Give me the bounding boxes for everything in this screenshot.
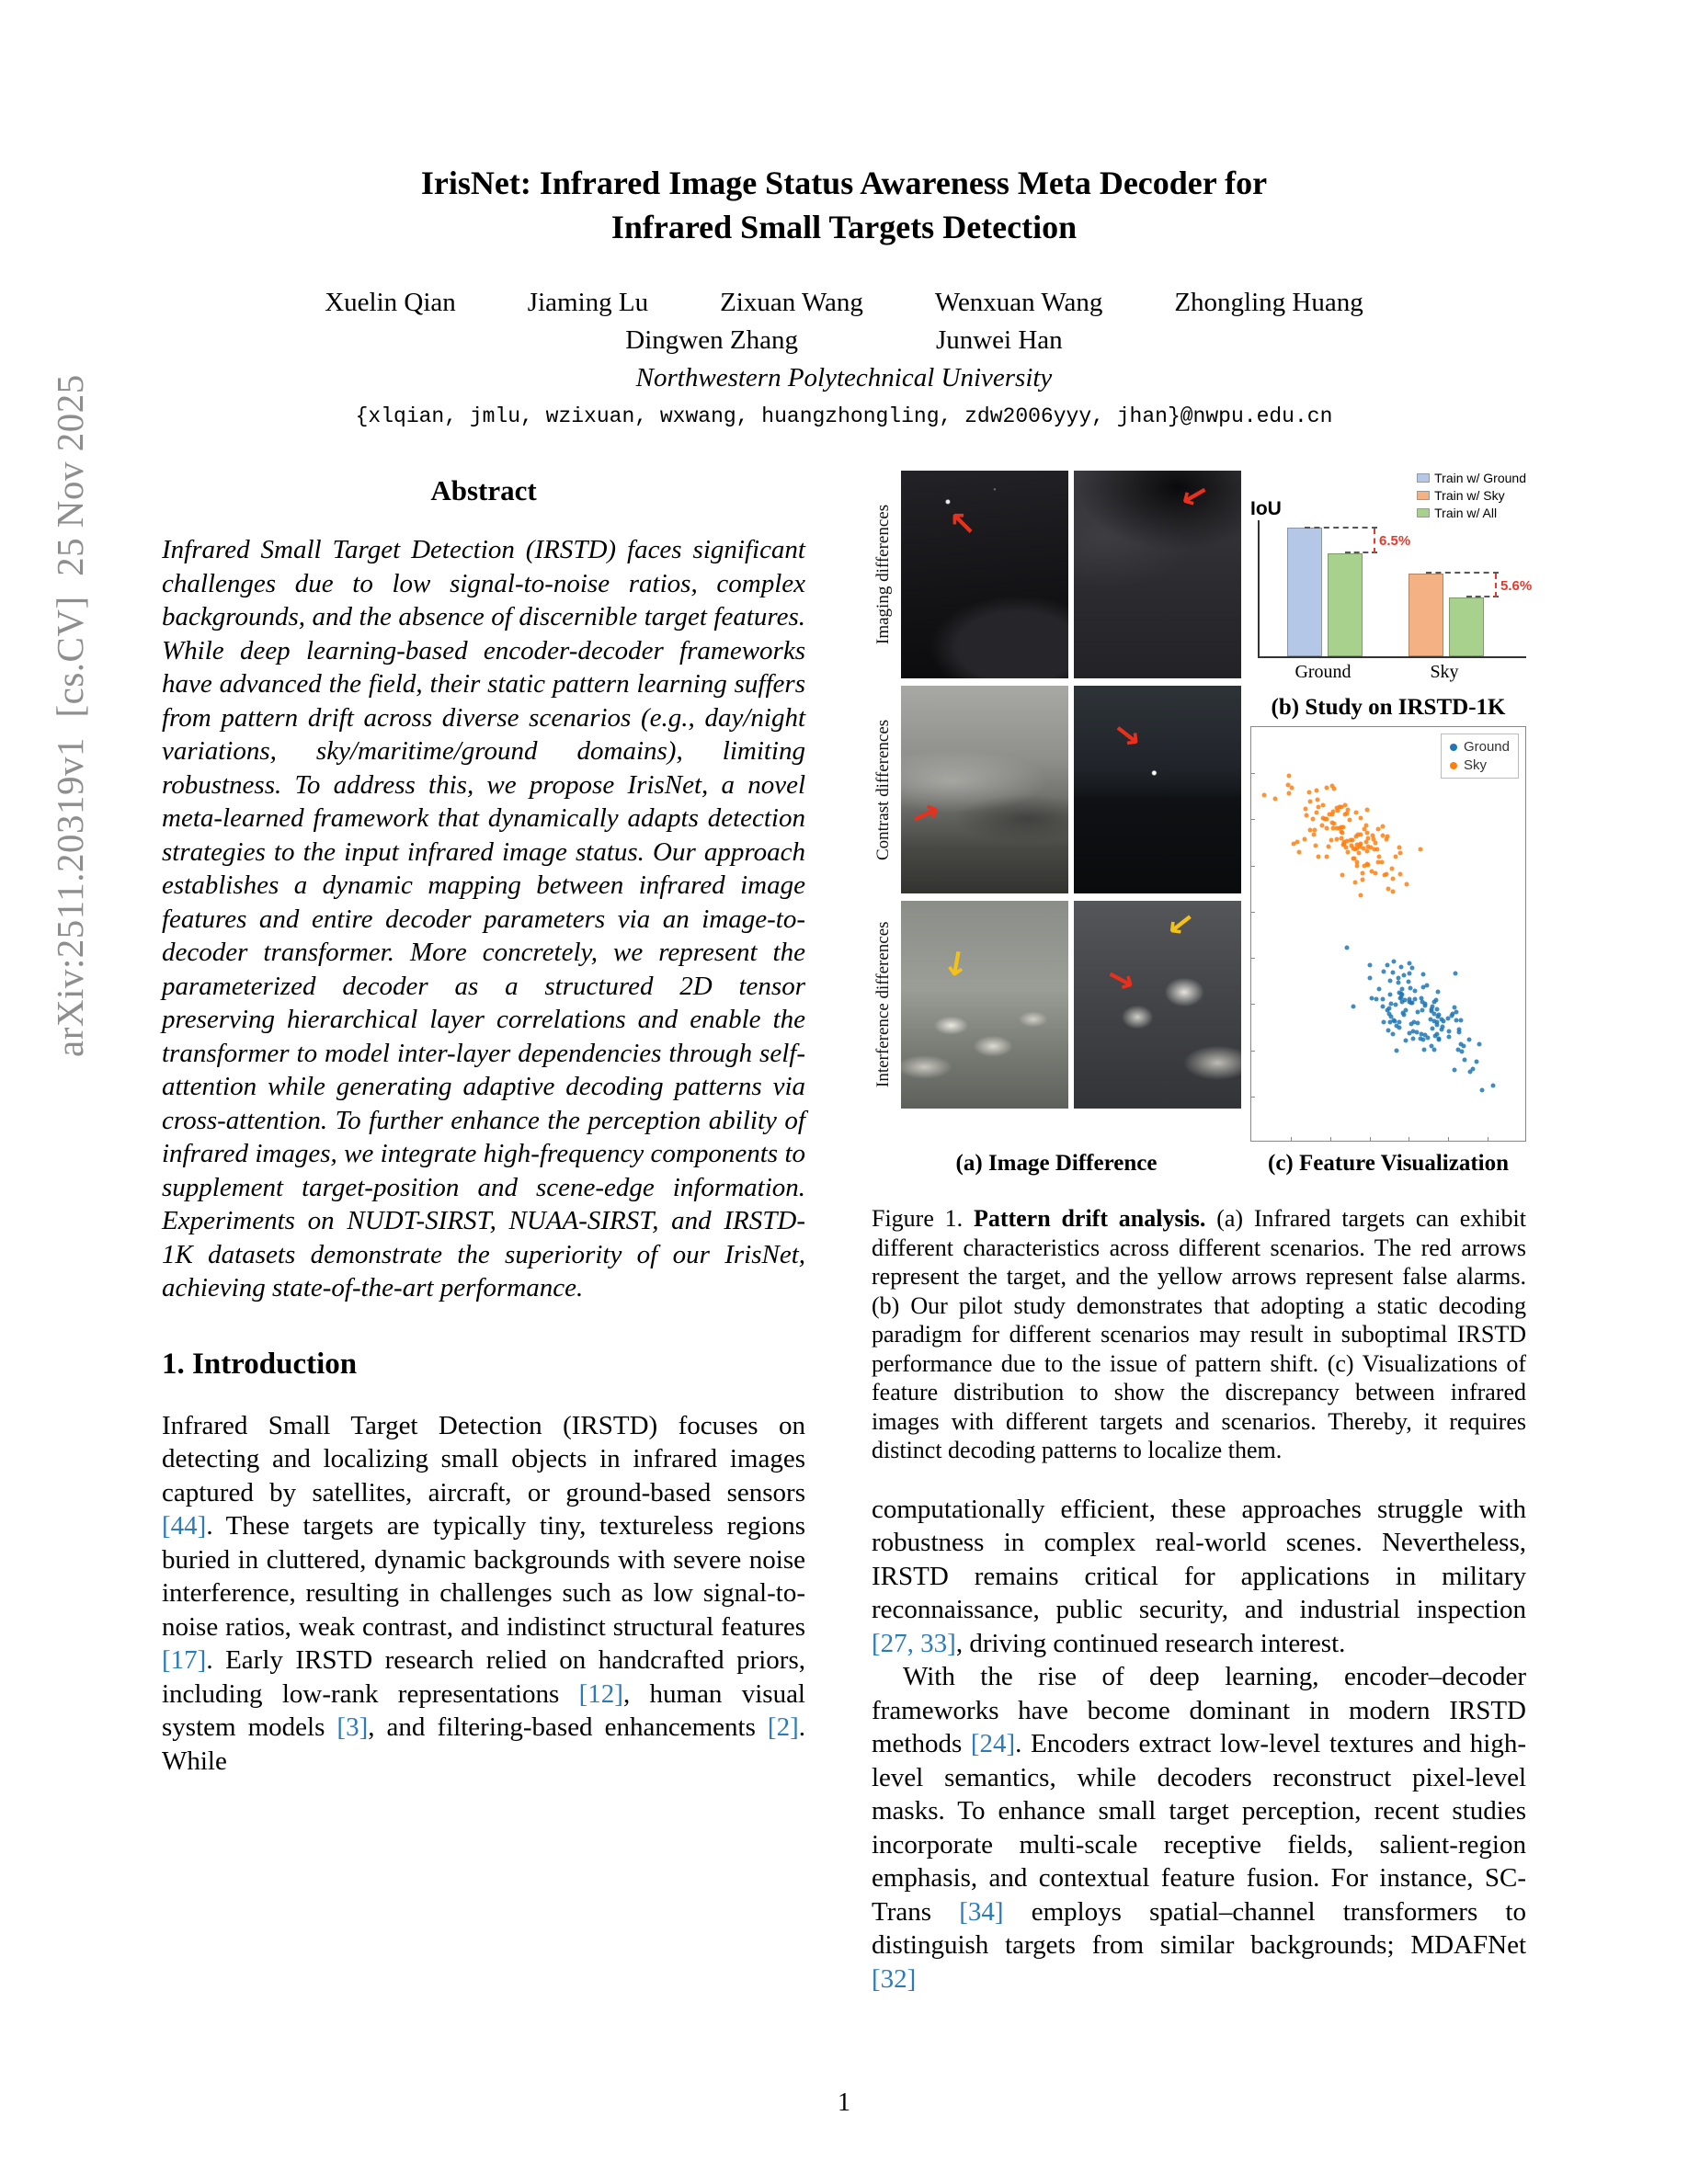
author-name: Junwei Han xyxy=(935,325,1063,356)
infrared-image-sea-horizon xyxy=(1074,686,1241,893)
scatter-point-sky xyxy=(1314,844,1318,848)
scatter-point-ground xyxy=(1380,1004,1385,1008)
page-number: 1 xyxy=(838,2088,850,2117)
scatter-point-ground xyxy=(1392,960,1397,964)
abstract-text: Infrared Small Target Detection (IRSTD) faces significant challenges due to low signal-to-noise ratios, complex backgrounds, and the absence of discernible target features. While deep learning-based encoder-decoder frameworks have advanced the field, their static pattern learning suffers from pattern drift across diverse scenarios (e.g., day/night variations, sky/maritime/ground domains), limiting robustness. To address this, we propose IrisNet, a novel meta-learned framework that dynamically adapts detection strategies to the input infrared image status. Our approach establishes a dynamic mapping between infrared image features and entire decoder parameters via an image-to-decoder transformer. More concretely, we represent the parameterized decoder as a structured 2D tensor preserving hierarchical layer correlations and enable the transformer to model inter-layer dependencies through self-attention while generating adaptive decoding patterns via cross-attention. To further enhance the perception ability of infrared images, we integrate high-frequency components to supplement target-position and scene-edge information. Experiments on NUDT-SIRST, NUAA-SIRST, and IRSTD-1K datasets demonstrate the superiority of our IrisNet, achieving state-of-the-art performance. xyxy=(162,535,805,1303)
scatter-point-sky xyxy=(1357,842,1362,847)
citation-link[interactable]: [3] xyxy=(336,1712,369,1743)
panel-b-caption: (b) Study on IRSTD-1K xyxy=(1271,695,1506,721)
scatter-point-sky xyxy=(1375,859,1380,864)
gap-annotation xyxy=(1466,596,1499,597)
scatter-point-ground xyxy=(1420,984,1425,989)
scatter-point-sky xyxy=(1327,812,1331,816)
scatter-point-ground xyxy=(1477,1042,1481,1047)
scatter-point-ground xyxy=(1409,986,1413,991)
scatter-point-sky xyxy=(1303,836,1307,841)
false-alarm-arrow-icon: → xyxy=(1158,901,1204,948)
scatter-point-ground xyxy=(1398,964,1403,969)
scatter-point-sky xyxy=(1291,841,1295,846)
scatter-point-ground xyxy=(1432,1000,1437,1005)
scatter-point-ground xyxy=(1404,1038,1409,1042)
scatter-point-ground xyxy=(1430,1027,1434,1031)
two-column-body xyxy=(0,471,1688,1996)
abstract-heading: Abstract xyxy=(430,474,537,507)
gap-annotation-label: 5.6% xyxy=(1500,578,1533,595)
scatter-point-sky xyxy=(1364,831,1369,836)
scatter-point-sky xyxy=(1419,847,1423,852)
scatter-point-sky xyxy=(1287,791,1292,796)
scatter-point-sky xyxy=(1383,873,1387,878)
scatter-point-sky xyxy=(1343,846,1348,850)
panel-c-caption: (c) Feature Visualization xyxy=(1268,1151,1509,1177)
body-text-run: , driving continued research interest. xyxy=(955,1628,1346,1658)
scatter-point-sky xyxy=(1286,774,1291,779)
scatter-point-ground xyxy=(1447,1034,1452,1039)
scatter-point-ground xyxy=(1422,1047,1427,1052)
scatter-point-sky xyxy=(1347,818,1352,823)
author-name: Dingwen Zhang xyxy=(625,325,798,356)
axis-tick xyxy=(1291,1137,1292,1142)
bar-ground-train-w-ground xyxy=(1287,528,1322,656)
axis-tick xyxy=(1250,1051,1255,1052)
scatter-point-sky xyxy=(1375,847,1380,851)
scatter-point-sky xyxy=(1356,851,1361,856)
gap-annotation xyxy=(1495,574,1497,597)
figure1-panel-right xyxy=(1250,471,1533,1177)
scatter-point-sky xyxy=(1320,815,1325,820)
scatter-point-ground xyxy=(1386,1029,1391,1033)
citation-link[interactable]: [44] xyxy=(162,1511,207,1541)
scatter-point-ground xyxy=(1397,980,1401,984)
scatter-point-ground xyxy=(1451,1012,1455,1017)
scatter-point-ground xyxy=(1435,1015,1440,1019)
scatter-point-ground xyxy=(1393,1002,1397,1007)
author-name: Xuelin Qian xyxy=(325,288,456,318)
scatter-point-sky xyxy=(1289,786,1294,791)
right-column xyxy=(872,471,1533,1996)
bar-sky-train-w-sky xyxy=(1409,574,1443,656)
scatter-point-ground xyxy=(1491,1083,1496,1087)
scatter-point-sky xyxy=(1364,808,1369,813)
bar-chart-ylabel: IoU xyxy=(1250,498,1282,520)
body-text-run: . While xyxy=(162,1712,805,1776)
scatter-point-sky xyxy=(1376,855,1381,859)
scatter-point-sky xyxy=(1329,821,1334,825)
scatter-point-sky xyxy=(1372,837,1376,842)
figure1-panel-b xyxy=(1250,471,1533,721)
scatter-point-sky xyxy=(1343,803,1348,808)
scatter-point-ground xyxy=(1394,1024,1398,1029)
infrared-image-field-animals xyxy=(901,901,1068,1109)
legend-item-train-w-all xyxy=(1417,506,1526,520)
scatter-point-sky xyxy=(1398,850,1403,855)
scatter-point-sky xyxy=(1329,838,1333,843)
scatter-point-ground xyxy=(1385,962,1389,967)
author-name: Jiaming Lu xyxy=(527,288,649,318)
scatter-point-sky xyxy=(1338,804,1342,809)
gap-annotation xyxy=(1426,572,1499,574)
row-label-interference-differences: Interference differences xyxy=(873,921,893,1088)
authors-row-2 xyxy=(0,325,1688,356)
scatter-point-sky xyxy=(1320,823,1325,827)
scatter-point-sky xyxy=(1354,860,1359,865)
arxiv-watermark: arXiv:2511.20319v1 [cs.CV] 25 Nov 2025 xyxy=(49,374,91,1057)
target-arrow-icon: → xyxy=(1100,956,1143,1003)
author-name: Zixuan Wang xyxy=(720,288,863,318)
scatter-point-ground xyxy=(1397,1019,1402,1024)
scatter-point-ground xyxy=(1462,1058,1466,1063)
legend-label: Train w/ Ground xyxy=(1434,471,1526,486)
scatter-point-sky xyxy=(1306,790,1311,794)
figure1-panel-a xyxy=(872,471,1241,1177)
legend-swatch-blue xyxy=(1417,473,1430,483)
scatter-point-sky xyxy=(1346,849,1351,854)
scatter-point-ground xyxy=(1411,1020,1416,1025)
body-text-run: computationally efficient, these approaches struggle with robustness in complex real-world scenes. Nevertheless, IRSTD remains critical for applications in military reconnaissance, public security, and industrial inspection xyxy=(872,1494,1526,1625)
scatter-point-ground xyxy=(1410,966,1415,971)
scatter-point-ground xyxy=(1422,1003,1427,1007)
scatter-point-ground xyxy=(1352,1005,1356,1009)
scatter-point-ground xyxy=(1411,1036,1416,1041)
infrared-image-dark-cloud xyxy=(1074,471,1241,678)
scatter-point-ground xyxy=(1402,1012,1407,1017)
scatter-point-ground xyxy=(1429,1007,1433,1012)
false-alarm-arrow-icon: → xyxy=(935,946,978,981)
scatter-point-ground xyxy=(1403,998,1408,1003)
scatter-point-ground xyxy=(1421,973,1426,977)
scatter-point-ground xyxy=(1426,1036,1431,1041)
scatter-point-ground xyxy=(1382,1019,1386,1024)
scatter-point-ground xyxy=(1388,1002,1393,1007)
section-heading-introduction: 1. Introduction xyxy=(162,1347,358,1381)
scatter-point-ground xyxy=(1446,1029,1451,1033)
scatter-point-sky xyxy=(1355,832,1360,836)
legend-dot-ground xyxy=(1450,744,1457,751)
scatter-point-ground xyxy=(1434,1019,1439,1024)
scatter-point-sky xyxy=(1304,813,1308,818)
scatter-legend-sky xyxy=(1450,757,1510,773)
scatter-point-ground xyxy=(1475,1060,1479,1064)
scatter-point-sky xyxy=(1315,810,1319,814)
scatter-point-sky xyxy=(1353,880,1358,884)
citation-link[interactable]: [27, 33] xyxy=(872,1628,956,1658)
axis-tick xyxy=(1250,1097,1255,1098)
scatter-point-ground xyxy=(1460,1050,1465,1054)
scatter-point-ground xyxy=(1454,972,1458,976)
scatter-point-ground xyxy=(1391,971,1396,975)
target-arrow-icon: → xyxy=(1105,711,1151,759)
scatter-point-ground xyxy=(1388,992,1393,996)
scatter-point-ground xyxy=(1416,1020,1420,1025)
citation-link[interactable]: [2] xyxy=(767,1712,799,1743)
legend-swatch-orange xyxy=(1417,491,1430,500)
scatter-point-sky xyxy=(1327,845,1331,849)
scatter-point-ground xyxy=(1418,1037,1422,1041)
paper-title xyxy=(0,0,1688,249)
scatter-point-sky xyxy=(1297,849,1302,854)
scatter-point-ground xyxy=(1428,1017,1432,1021)
gap-annotation-label: 6.5% xyxy=(1379,533,1411,550)
scatter-point-ground xyxy=(1380,996,1385,1001)
scatter-point-ground xyxy=(1377,986,1382,991)
scatter-point-sky xyxy=(1325,854,1329,859)
scatter-point-sky xyxy=(1315,788,1319,792)
scatter-point-ground xyxy=(1435,989,1440,994)
scatter-point-sky xyxy=(1391,889,1396,893)
scatter-point-sky xyxy=(1334,837,1339,842)
scatter-point-sky xyxy=(1354,864,1359,869)
scatter-point-sky xyxy=(1334,826,1339,831)
authors-row-1 xyxy=(0,288,1688,318)
gap-annotation xyxy=(1374,529,1375,554)
scatter-point-sky xyxy=(1273,797,1278,802)
scatter-point-ground xyxy=(1453,1068,1457,1073)
scatter-point-sky xyxy=(1312,832,1317,836)
scatter-point-ground xyxy=(1368,963,1373,968)
scatter-point-sky xyxy=(1317,854,1321,859)
body-text-run: . These targets are typically tiny, textureless regions buried in cluttered, dynamic backgrounds with severe noise interference, resulting in challenges such as low signal-to-noise ratios, weak contrast, and indistinct structural features xyxy=(162,1511,805,1642)
gap-annotation xyxy=(1305,527,1377,529)
scatter-plot xyxy=(1250,726,1526,1142)
scatter-point-ground xyxy=(1382,969,1386,973)
scatter-point-ground xyxy=(1400,987,1405,992)
scatter-point-sky xyxy=(1385,836,1389,841)
axis-tick xyxy=(1250,819,1255,820)
xtick-ground: Ground xyxy=(1295,662,1352,683)
author-name: Zhongling Huang xyxy=(1174,288,1363,318)
scatter-point-ground xyxy=(1420,1008,1425,1013)
scatter-point-sky xyxy=(1358,816,1363,821)
scatter-point-ground xyxy=(1369,996,1374,1001)
scatter-point-ground xyxy=(1374,996,1379,1001)
scatter-point-ground xyxy=(1395,1048,1399,1052)
scatter-point-ground xyxy=(1457,1030,1462,1035)
scatter-point-ground xyxy=(1390,1032,1395,1037)
scatter-point-sky xyxy=(1331,786,1336,791)
scatter-point-ground xyxy=(1439,1027,1443,1031)
scatter-point-ground xyxy=(1471,1067,1476,1072)
target-arrow-icon: → xyxy=(1172,472,1216,519)
legend-label: Train w/ All xyxy=(1434,506,1498,521)
legend-label: Train w/ Sky xyxy=(1434,488,1505,504)
scatter-point-sky xyxy=(1397,846,1401,850)
citation-link[interactable]: [17] xyxy=(162,1645,207,1676)
legend-dot-sky xyxy=(1450,762,1457,769)
axis-tick xyxy=(1370,1137,1371,1142)
scatter-point-ground xyxy=(1345,945,1350,950)
scatter-point-sky xyxy=(1325,786,1329,791)
scatter-point-sky xyxy=(1285,782,1290,787)
bar-chart-legend xyxy=(1417,471,1526,520)
scatter-point-ground xyxy=(1420,1032,1424,1037)
scatter-point-sky xyxy=(1354,810,1359,814)
scatter-point-sky xyxy=(1310,816,1315,821)
legend-swatch-green xyxy=(1417,508,1430,518)
scatter-point-ground xyxy=(1466,1037,1471,1041)
scatter-point-sky xyxy=(1398,871,1403,876)
gap-annotation xyxy=(1345,552,1377,553)
scatter-point-sky xyxy=(1351,837,1355,842)
scatter-point-sky xyxy=(1374,870,1378,875)
scatter-point-sky xyxy=(1340,831,1344,836)
affiliation: Northwestern Polytechnical University xyxy=(635,363,1053,393)
infrared-image-night-sky xyxy=(901,471,1068,678)
citation-link[interactable]: [32] xyxy=(872,1963,917,1994)
scatter-point-sky xyxy=(1307,799,1312,803)
body-text-run: . Early IRSTD research relied on handcrafted priors, including low-rank representations xyxy=(162,1645,805,1709)
scatter-point-sky xyxy=(1340,872,1344,877)
axis-tick xyxy=(1250,773,1255,774)
xtick-sky: Sky xyxy=(1430,662,1459,683)
scatter-point-sky xyxy=(1261,792,1266,797)
scatter-point-sky xyxy=(1343,813,1348,817)
email-line: {xlqian, jmlu, wzixuan, wxwang, huangzhongling, zdw2006yyy, jhan}@nwpu.edu.cn xyxy=(355,404,1333,429)
figure-1 xyxy=(872,471,1533,1465)
citation-link[interactable]: [24] xyxy=(970,1729,1016,1759)
title-line-1: IrisNet: Infrared Image Status Awareness Meta Decoder for xyxy=(420,165,1268,201)
citation-link[interactable]: [12] xyxy=(578,1678,623,1709)
author-name: Wenxuan Wang xyxy=(934,288,1103,318)
scatter-point-sky xyxy=(1361,877,1365,882)
scatter-point-ground xyxy=(1437,1037,1442,1041)
scatter-point-ground xyxy=(1401,973,1406,978)
intro-paragraph-2 xyxy=(872,1493,1526,1661)
scatter-point-sky xyxy=(1405,882,1409,886)
scatter-point-sky xyxy=(1389,866,1394,870)
body-text-run: , and filtering-based enhancements xyxy=(368,1712,768,1743)
scatter-point-sky xyxy=(1391,876,1396,881)
scatter-point-sky xyxy=(1380,824,1385,828)
infrared-image-crowd-scene xyxy=(1074,901,1241,1109)
row-label-contrast-differences: Contrast differences xyxy=(873,719,893,860)
row-label-imaging-differences: Imaging differences xyxy=(873,504,893,645)
bar-ground-train-w-all xyxy=(1328,553,1363,656)
scatter-point-sky xyxy=(1340,825,1345,829)
scatter-point-sky xyxy=(1369,846,1374,850)
axis-tick xyxy=(1448,1137,1449,1142)
axis-tick xyxy=(1250,958,1255,959)
body-text-run: employs spatial–channel transformers to distinguish targets from similar backgrounds; MDAFNet xyxy=(872,1896,1526,1961)
scatter-point-ground xyxy=(1480,1087,1485,1092)
scatter-point-ground xyxy=(1430,1044,1434,1049)
scatter-point-sky xyxy=(1366,862,1371,867)
scatter-point-sky xyxy=(1361,870,1365,875)
scatter-point-ground xyxy=(1458,1018,1463,1022)
scatter-point-ground xyxy=(1409,1000,1414,1005)
scatter-point-ground xyxy=(1454,1018,1459,1023)
body-text-run: . Encoders extract low-level textures and high-level semantics, while decoders reconstruct pixel-level masks. To enhance small target perception, recent studies incorporate multi-scale receptive fields, salient-region emphasis, and contextual feature fusion. For instance, SC-Trans xyxy=(872,1729,1526,1927)
scatter-point-ground xyxy=(1368,975,1373,980)
scatter-point-sky xyxy=(1317,804,1321,809)
scatter-point-sky xyxy=(1304,806,1308,811)
scatter-point-ground xyxy=(1406,979,1410,984)
legend-item-train-w-sky xyxy=(1417,488,1526,503)
scatter-point-ground xyxy=(1385,1008,1389,1013)
figure-1-caption xyxy=(872,1204,1526,1465)
legend-label: Ground xyxy=(1463,739,1510,756)
scatter-point-sky xyxy=(1359,893,1363,898)
scatter-point-sky xyxy=(1393,855,1397,859)
intro-paragraph-3 xyxy=(872,1660,1526,1996)
panel-a-caption: (a) Image Difference xyxy=(955,1151,1158,1177)
bar-chart-plot xyxy=(1258,520,1533,658)
figure1-panel-c xyxy=(1250,721,1526,1177)
body-text-run: Figure 1. xyxy=(872,1205,974,1233)
target-arrow-icon: → xyxy=(905,791,947,837)
scatter-point-sky xyxy=(1315,798,1319,802)
target-arrow-icon: → xyxy=(939,499,987,547)
scatter-point-ground xyxy=(1413,989,1418,994)
scatter-point-sky xyxy=(1375,826,1380,831)
scatter-point-ground xyxy=(1441,1019,1445,1024)
scatter-point-ground xyxy=(1408,971,1412,975)
title-line-2: Infrared Small Targets Detection xyxy=(610,208,1078,245)
scatter-legend-ground xyxy=(1450,739,1510,755)
scatter-point-sky xyxy=(1341,840,1346,845)
axis-tick xyxy=(1250,912,1255,913)
left-column xyxy=(162,471,805,1778)
body-text-run: With the rise of deep learning, encoder–decoder frameworks have become dominant in modern IRSTD methods xyxy=(872,1662,1526,1759)
bold-text: Pattern drift analysis. xyxy=(973,1205,1206,1233)
scatter-point-sky xyxy=(1351,846,1355,850)
body-text-run: , human visual system models xyxy=(162,1678,805,1743)
legend-label: Sky xyxy=(1463,757,1487,774)
scatter-point-ground xyxy=(1410,1029,1415,1034)
axis-tick xyxy=(1250,866,1255,867)
intro-paragraph-1 xyxy=(162,1409,805,1779)
citation-link[interactable]: [34] xyxy=(959,1896,1004,1927)
infrared-image-gray-terrain xyxy=(901,686,1068,893)
axis-tick xyxy=(1330,1137,1331,1142)
scatter-point-ground xyxy=(1388,978,1393,983)
scatter-legend xyxy=(1441,734,1519,779)
bar-chart-xticks xyxy=(1258,658,1526,686)
body-text-run: Infrared Small Target Detection (IRSTD) focuses on detecting and localizing small objects in infrared images captured by satellites, aircraft, or ground-based sensors xyxy=(162,1410,805,1507)
axis-tick xyxy=(1250,1004,1255,1005)
legend-item-train-w-ground xyxy=(1417,471,1526,485)
bar-sky-train-w-all xyxy=(1449,597,1484,656)
scatter-point-ground xyxy=(1462,1043,1466,1048)
scatter-point-sky xyxy=(1362,827,1366,832)
body-text-run: (a) Infrared targets can exhibit different characteristics across different scenarios. The red arrows represent the target, and the yellow arrows represent false alarms. (b) Our pilot study demonstrates that adopting a static decoding paradigm for different scenarios may result in suboptimal IRSTD performance due to the issue of pattern shift. (c) Visualizations of feature distribution to show the discrepancy between infrared images with different targets and scenarios. Thereby, it requires distinct decoding patterns to localize them. xyxy=(872,1205,1526,1464)
scatter-point-sky xyxy=(1324,826,1329,831)
